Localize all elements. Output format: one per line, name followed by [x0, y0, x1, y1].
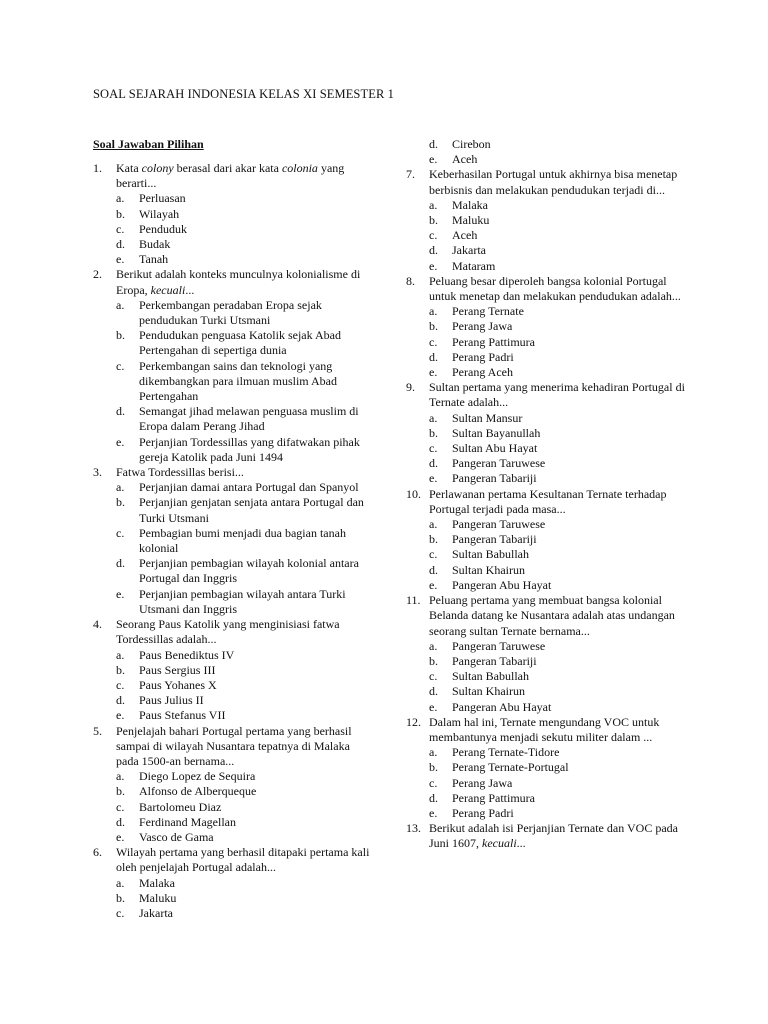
option-text: Maluku — [452, 213, 490, 228]
option-text: Paus Stefanus VII — [139, 708, 226, 723]
option-letter: a. — [429, 517, 438, 532]
option-letter: c. — [429, 334, 438, 349]
answer-option — [116, 252, 373, 267]
option-letter: d. — [116, 237, 125, 252]
option-letter: e. — [429, 258, 438, 273]
option-letter: c. — [429, 775, 438, 790]
answer-option — [429, 243, 696, 258]
option-letter: d. — [429, 349, 438, 364]
option-letter: a. — [116, 480, 125, 495]
option-text: Pangeran Tabariji — [452, 653, 537, 668]
question-text: Sultan pertama yang menerima kehadiran Portugal di Ternate adalah... — [429, 380, 685, 410]
italic-term: colony — [141, 161, 174, 175]
option-text: Perang Pattimura — [452, 334, 535, 349]
option-letter: a. — [116, 647, 125, 662]
question-stem — [406, 380, 696, 410]
question-stem — [93, 724, 373, 770]
option-text: Perkembangan peradaban Eropa sejak pendudukan Turki Utsmani — [139, 297, 322, 328]
option-text: Jakarta — [452, 243, 486, 258]
question-text: Fatwa Tordessillas berisi... — [116, 465, 244, 480]
answer-option — [429, 471, 696, 486]
option-text: Pangeran Taruwese — [452, 517, 546, 532]
question-stem — [93, 845, 373, 875]
question-text: Penjelajah bahari Portugal pertama yang berhasil sampai di wilayah Nusantara tepatnya di Malaka pada 1500-an bernama... — [116, 723, 352, 768]
question-block — [406, 593, 696, 715]
option-text: Paus Julius II — [139, 693, 204, 708]
option-letter: b. — [429, 425, 438, 440]
question-text: Keberhasilan Portugal untuk akhirnya bisa menetap berbisnis dan melakukan pendudukan terjadi di... — [429, 167, 678, 197]
question-block — [406, 487, 696, 593]
option-letter: c. — [429, 547, 438, 562]
answer-option — [429, 426, 696, 441]
question-number: 10. — [406, 486, 421, 501]
answer-option — [429, 411, 696, 426]
option-letter: a. — [429, 197, 438, 212]
option-text: Alfonso de Alberqueque — [139, 784, 257, 799]
answer-option — [116, 404, 373, 434]
answer-option — [116, 237, 373, 252]
question-number: 9. — [406, 380, 415, 395]
question-block — [93, 267, 373, 465]
question-block — [406, 274, 696, 380]
answer-option — [429, 304, 696, 319]
option-list — [116, 648, 373, 724]
answer-option — [429, 350, 696, 365]
option-list — [116, 769, 373, 845]
option-text: Pangeran Taruwese — [452, 456, 546, 471]
answer-option — [429, 335, 696, 350]
question-number: 2. — [93, 267, 102, 282]
question-stem — [93, 617, 373, 647]
option-list — [429, 198, 696, 274]
option-letter: b. — [116, 890, 125, 905]
option-list — [429, 304, 696, 380]
option-text: Perluasan — [139, 191, 186, 206]
answer-option — [116, 556, 373, 586]
question-block — [93, 724, 373, 846]
answer-option — [429, 654, 696, 669]
option-text: Malaka — [452, 197, 488, 212]
answer-option — [116, 359, 373, 405]
option-text: Perjanjian Tordessillas yang difatwakan pihak gereja Katolik pada Juni 1494 — [139, 434, 360, 464]
question-text: Berikut adalah isi Perjanjian Ternate dan VOC pada Juni 1607, — [429, 821, 678, 851]
question-number: 12. — [406, 714, 421, 729]
option-letter: c. — [116, 677, 125, 692]
answer-option — [116, 222, 373, 237]
option-list — [116, 298, 373, 465]
option-list — [116, 191, 373, 267]
option-text: Bartolomeu Diaz — [139, 799, 222, 814]
question-stem — [406, 821, 696, 851]
answer-option — [116, 678, 373, 693]
italic-term: kecuali — [150, 282, 186, 297]
option-letter: a. — [429, 410, 438, 425]
question-number: 3. — [93, 465, 102, 480]
option-letter: d. — [429, 790, 438, 805]
option-list — [429, 517, 696, 593]
option-letter: a. — [116, 191, 125, 206]
option-text: Wilayah — [139, 206, 180, 221]
answer-option — [429, 806, 696, 821]
question-stem — [406, 274, 696, 304]
question-number: 13. — [406, 821, 421, 836]
option-text: Perang Jawa — [452, 319, 513, 334]
option-text: Sultan Mansur — [452, 410, 523, 425]
option-letter: c. — [116, 799, 125, 814]
question-number: 8. — [406, 273, 415, 288]
option-text: Penduduk — [139, 221, 187, 236]
option-text: Jakarta — [139, 905, 173, 920]
option-letter: c. — [429, 441, 438, 456]
question-stem — [93, 161, 373, 191]
option-letter: d. — [116, 404, 125, 419]
option-letter: e. — [429, 152, 438, 167]
option-letter: e. — [116, 586, 125, 601]
question-text: yang berarti... — [116, 161, 345, 191]
option-text: Ferdinand Magellan — [139, 814, 236, 829]
option-text: Perang Padri — [452, 805, 514, 820]
option-letter: d. — [429, 562, 438, 577]
italic-term: colonia — [281, 161, 318, 175]
option-letter: a. — [116, 875, 125, 890]
question-block — [406, 821, 696, 851]
question-stem — [93, 267, 373, 297]
question-block — [93, 465, 373, 617]
option-letter: e. — [429, 365, 438, 380]
question-text: Peluang besar diperoleh bangsa kolonial Portugal untuk menetap dan melakukan pendudukan adalah... — [429, 273, 681, 304]
option-letter: a. — [429, 304, 438, 319]
answer-option — [429, 547, 696, 562]
question-text: Peluang pertama yang membuat bangsa kolonial Belanda datang ke Nusantara adalah atas undangan seorang sultan Ternate bernama... — [429, 593, 675, 638]
answer-option — [116, 800, 373, 815]
italic-term: kecuali — [482, 836, 517, 851]
question-block — [93, 845, 373, 921]
option-text: Maluku — [139, 890, 177, 905]
answer-option — [429, 639, 696, 654]
right-column — [406, 137, 696, 852]
option-text: Pangeran Taruwese — [452, 638, 546, 653]
question-block — [406, 715, 696, 821]
option-text: Vasco de Gama — [139, 829, 214, 844]
option-text: Perang Ternate — [452, 304, 524, 319]
option-text: Tanah — [139, 252, 169, 267]
question-text: ... — [185, 282, 195, 297]
option-text: Pendudukan penguasa Katolik sejak Abad Pertengahan di sepertiga dunia — [139, 328, 341, 358]
question-text: Dalam hal ini, Ternate mengundang VOC untuk membantunya menjadi sekutu militer dalam ... — [429, 714, 660, 744]
question-block — [406, 167, 696, 273]
option-letter: e. — [429, 805, 438, 820]
answer-option — [429, 456, 696, 471]
option-letter: c. — [116, 525, 125, 540]
option-text: Sultan Khairun — [452, 684, 525, 699]
option-letter: b. — [116, 328, 125, 343]
option-text: Perjanjian pembagian wilayah antara Turki Utsmani dan Inggris — [139, 586, 346, 616]
answer-option — [429, 198, 696, 213]
answer-option — [116, 435, 373, 465]
answer-option — [429, 517, 696, 532]
option-letter: d. — [429, 243, 438, 258]
option-letter: d. — [429, 684, 438, 699]
question-block — [406, 137, 696, 167]
option-text: Perang Aceh — [452, 365, 513, 380]
question-block — [406, 380, 696, 486]
section-heading: Soal Jawaban Pilihan — [93, 137, 204, 151]
option-letter: b. — [116, 662, 125, 677]
question-text: berasal dari akar kata — [173, 161, 282, 175]
option-letter: a. — [116, 769, 125, 784]
option-text: Pangeran Abu Hayat — [452, 699, 552, 714]
question-block — [93, 617, 373, 723]
answer-option — [429, 532, 696, 547]
option-letter: d. — [116, 556, 125, 571]
answer-option — [116, 784, 373, 799]
answer-option — [429, 578, 696, 593]
question-stem — [406, 487, 696, 517]
option-letter: c. — [116, 221, 125, 236]
answer-option — [429, 776, 696, 791]
answer-option — [116, 815, 373, 830]
answer-option — [116, 587, 373, 617]
option-letter: a. — [429, 638, 438, 653]
answer-option — [116, 298, 373, 328]
answer-option — [429, 259, 696, 274]
option-letter: b. — [116, 206, 125, 221]
option-text: Pangeran Abu Hayat — [452, 577, 552, 592]
option-letter: e. — [116, 708, 125, 723]
option-text: Diego Lopez de Sequira — [139, 769, 256, 784]
option-list — [429, 411, 696, 487]
option-letter: e. — [116, 252, 125, 267]
option-text: Sultan Babullah — [452, 669, 529, 684]
answer-option — [429, 745, 696, 760]
option-list — [116, 876, 373, 922]
answer-option — [116, 891, 373, 906]
question-number: 1. — [93, 161, 102, 175]
answer-option — [116, 663, 373, 678]
question-text: Perlawanan pertama Kesultanan Ternate terhadap Portugal terjadi pada masa... — [429, 486, 667, 516]
answer-option — [116, 191, 373, 206]
option-text: Budak — [139, 237, 171, 252]
option-text: Perjanjian pembagian wilayah kolonial antara Portugal dan Inggris — [139, 556, 359, 586]
option-text: Aceh — [452, 152, 478, 167]
option-list — [429, 137, 696, 167]
answer-option — [116, 708, 373, 723]
option-text: Cirebon — [452, 137, 491, 151]
answer-option — [116, 769, 373, 784]
answer-option — [429, 441, 696, 456]
answer-option — [429, 791, 696, 806]
option-list — [116, 480, 373, 617]
option-letter: c. — [429, 669, 438, 684]
question-stem — [406, 593, 696, 639]
option-text: Sultan Babullah — [452, 547, 529, 562]
option-text: Perjanjian damai antara Portugal dan Spanyol — [139, 480, 359, 495]
option-letter: b. — [429, 532, 438, 547]
option-text: Paus Benediktus IV — [139, 647, 235, 662]
option-letter: d. — [429, 456, 438, 471]
answer-option — [429, 137, 696, 152]
option-letter: c. — [116, 905, 125, 920]
answer-option — [429, 319, 696, 334]
answer-option — [429, 213, 696, 228]
option-letter: a. — [116, 297, 125, 312]
option-letter: e. — [429, 471, 438, 486]
option-text: Perang Ternate-Portugal — [452, 760, 569, 775]
question-stem — [93, 465, 373, 480]
answer-option — [116, 526, 373, 556]
option-text: Perang Ternate-Tidore — [452, 745, 560, 760]
question-number: 7. — [406, 167, 415, 182]
option-text: Pembagian bumi menjadi dua bagian tanah kolonial — [139, 525, 346, 556]
option-letter: e. — [116, 434, 125, 449]
option-letter: b. — [429, 319, 438, 334]
answer-option — [429, 684, 696, 699]
option-list — [429, 639, 696, 715]
option-text: Perjanjian genjatan senjata antara Portugal dan Turki Utsmani — [139, 495, 364, 525]
option-letter: d. — [116, 693, 125, 708]
answer-option — [116, 648, 373, 663]
option-letter: a. — [429, 745, 438, 760]
answer-option — [429, 228, 696, 243]
question-text: Seorang Paus Katolik yang menginisiasi fatwa Tordessillas adalah... — [116, 617, 340, 647]
option-letter: b. — [429, 213, 438, 228]
answer-option — [116, 876, 373, 891]
option-text: Pangeran Tabariji — [452, 471, 537, 486]
option-letter: e. — [116, 829, 125, 844]
question-text: Wilayah pertama yang berhasil ditapaki pertama kali oleh penjelajah Portugal adalah... — [116, 845, 370, 875]
option-text: Perang Pattimura — [452, 790, 535, 805]
answer-option — [429, 669, 696, 684]
left-column — [93, 161, 373, 921]
answer-option — [116, 693, 373, 708]
answer-option — [116, 480, 373, 495]
option-text: Paus Sergius III — [139, 662, 216, 677]
option-text: Paus Yohanes X — [139, 677, 217, 692]
option-text: Perang Padri — [452, 349, 514, 364]
question-text: Berikut adalah konteks munculnya kolonialisme di Eropa, — [116, 267, 361, 297]
question-number: 6. — [93, 845, 102, 860]
option-text: Semangat jihad melawan penguasa muslim di Eropa dalam Perang Jihad — [139, 404, 359, 434]
question-text: Kata — [116, 161, 142, 175]
document-title: SOAL SEJARAH INDONESIA KELAS XI SEMESTER 1 — [93, 87, 394, 101]
option-letter: e. — [429, 699, 438, 714]
option-text: Aceh — [452, 228, 478, 243]
answer-option — [116, 207, 373, 222]
option-letter: b. — [429, 653, 438, 668]
answer-option — [429, 760, 696, 775]
answer-option — [116, 906, 373, 921]
question-stem — [406, 167, 696, 197]
option-letter: e. — [429, 577, 438, 592]
answer-option — [429, 700, 696, 715]
answer-option — [116, 495, 373, 525]
answer-option — [116, 328, 373, 358]
option-letter: d. — [116, 814, 125, 829]
option-letter: c. — [429, 228, 438, 243]
answer-option — [429, 365, 696, 380]
question-number: 5. — [93, 723, 102, 738]
question-block — [93, 161, 373, 267]
option-letter: b. — [429, 760, 438, 775]
option-text: Pangeran Tabariji — [452, 532, 537, 547]
option-text: Sultan Khairun — [452, 562, 525, 577]
option-list — [429, 745, 696, 821]
answer-option — [429, 152, 696, 167]
answer-option — [429, 563, 696, 578]
option-letter: c. — [116, 358, 125, 373]
answer-option — [116, 830, 373, 845]
option-text: Mataram — [452, 258, 496, 273]
option-text: Perang Jawa — [452, 775, 513, 790]
question-number: 4. — [93, 617, 102, 632]
question-text: ... — [516, 836, 526, 851]
option-text: Perkembangan sains dan teknologi yang dikembangkan para ilmuan muslim Abad Pertengahan — [139, 358, 337, 404]
option-text: Sultan Bayanullah — [452, 425, 541, 440]
option-letter: b. — [116, 784, 125, 799]
question-stem — [406, 715, 696, 745]
option-letter: b. — [116, 495, 125, 510]
question-number: 11. — [406, 593, 421, 608]
option-letter: d. — [429, 137, 438, 151]
option-text: Malaka — [139, 875, 175, 890]
option-text: Sultan Abu Hayat — [452, 441, 538, 456]
